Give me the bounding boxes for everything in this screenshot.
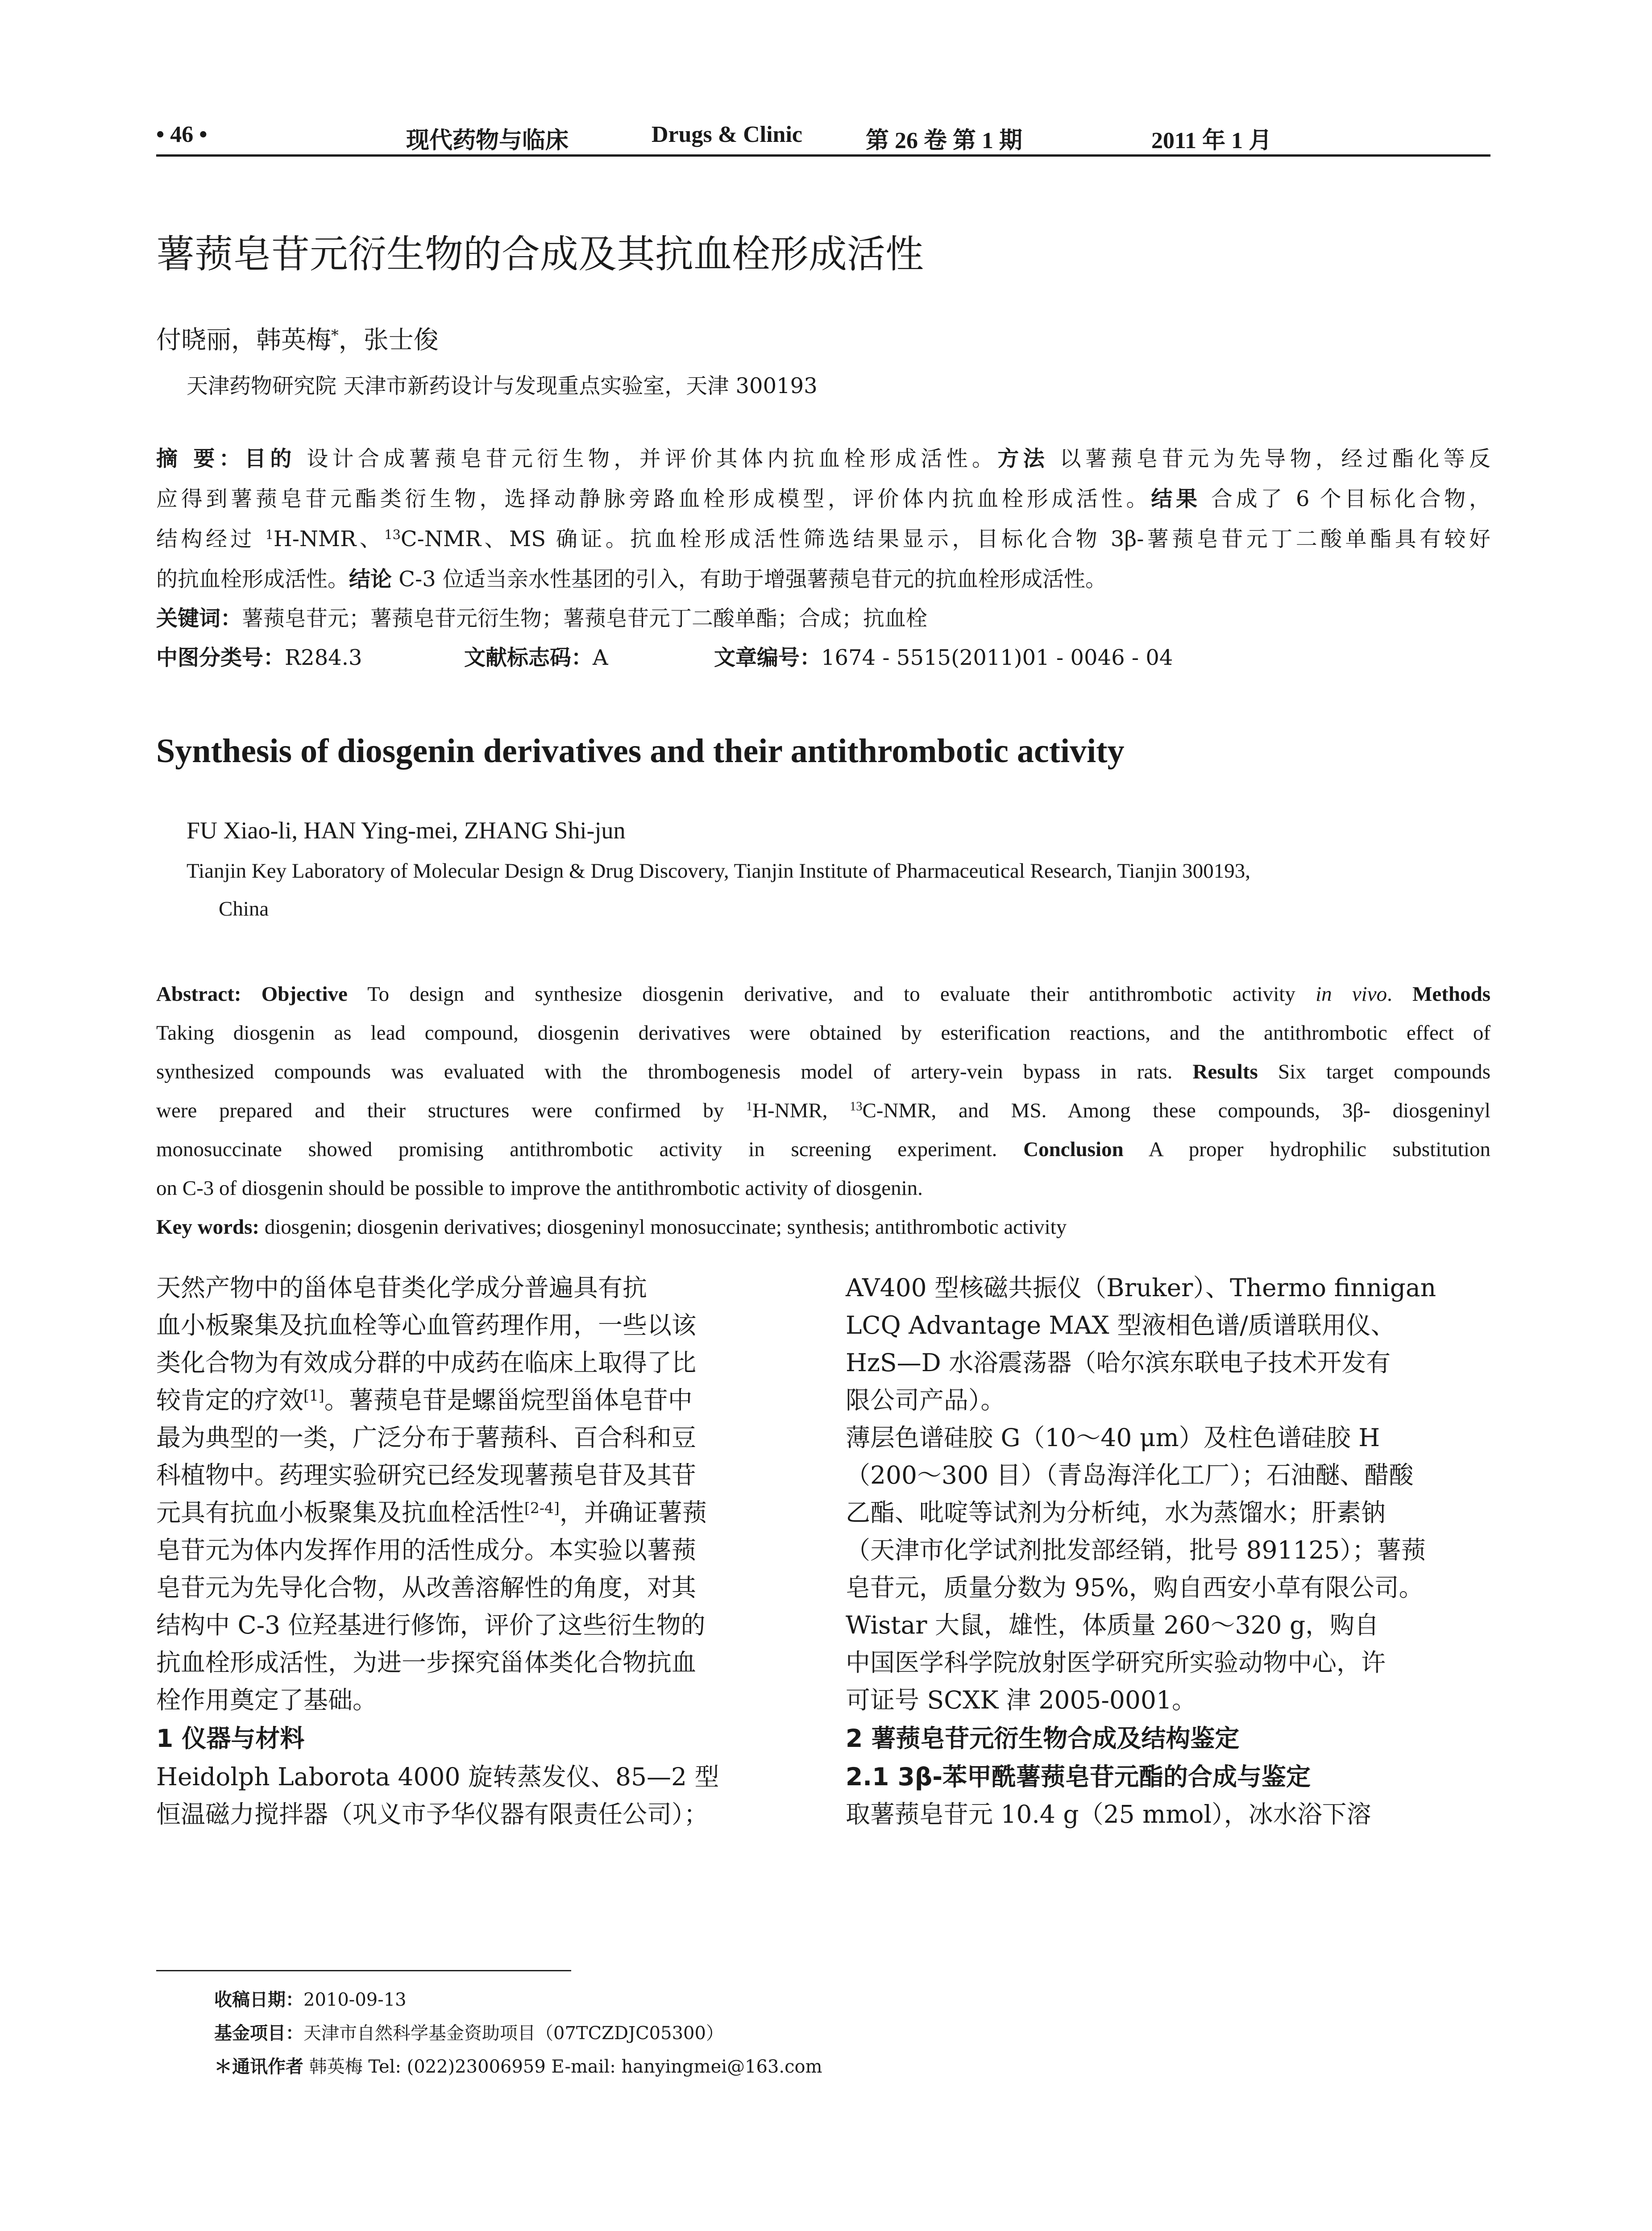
- citation: [2-4]: [524, 1499, 560, 1517]
- keywords-cn: 关键词：薯蓣皂苷元；薯蓣皂苷元衍生物；薯蓣皂苷元丁二酸单酯；合成；抗血栓: [156, 606, 928, 631]
- header-rule: [156, 154, 1490, 157]
- abstract-en-line: on C-3 of diosgenin should be possible to improve the antithrombotic activity of diosgenin.: [156, 1177, 923, 1200]
- footnote-corresponding: ＊通讯作者 韩英梅 Tel: (022)23006959 E-mail: hanyingmei@163.com: [214, 2057, 822, 2077]
- body-line: 结构中 C-3 位羟基进行修饰，评价了这些衍生物的: [156, 1611, 706, 1639]
- abstract-en-line: Taking diosgenin as lead compound, diosgenin derivatives were obtained by esterification reactions, and the antithrombotic effect of: [156, 1021, 1490, 1045]
- abstract-cn-line: 摘 要：目的 设计合成薯蓣皂苷元衍生物，并评价其体内抗血栓形成活性。方法 以薯蓣皂苷元为先导物，经过酯化等反: [156, 446, 1490, 471]
- paper-title-en: Synthesis of diosgenin derivatives and their antithrombotic activity: [156, 732, 1125, 770]
- affiliation-en-cont: China: [219, 897, 269, 921]
- journal-name-en: Drugs & Clinic: [652, 122, 802, 147]
- authors-cn: 付晓丽，韩英梅*，张士俊: [156, 326, 439, 355]
- footnote-received: 收稿日期：2010-09-13: [214, 1990, 407, 2010]
- abstract-en-line: were prepared and their structures were confirmed by $^1$H-NMR, $^{13}$C-NMR, and MS. Among these compounds, 3β- diosgeninyl: [156, 1099, 1490, 1122]
- corresponding-mark: *: [331, 326, 339, 344]
- body-line: 皂苷元为先导化合物，从改善溶解性的角度，对其: [156, 1573, 697, 1602]
- abstract-en-line: synthesized compounds was evaluated with the thrombogenesis model of artery-vein bypass in rats. Results Six target compounds: [156, 1060, 1490, 1083]
- journal-name-cn: 现代药物与临床: [406, 127, 569, 154]
- body-line: 恒温磁力搅拌器（巩义市予华仪器有限责任公司）；: [156, 1800, 709, 1829]
- issue-date: 2011 年 1 月: [1151, 128, 1272, 153]
- body-line: （200～300 目）（青岛海洋化工厂）；石油醚、醋酸: [846, 1461, 1414, 1489]
- body-line: 类化合物为有效成分群的中成药在临床上取得了比: [156, 1348, 697, 1377]
- body-line: 血小板聚集及抗血栓等心血管药理作用，一些以该: [156, 1311, 697, 1339]
- issue-info: 第 26 卷 第 1 期: [866, 128, 1023, 153]
- body-line: 最为典型的一类，广泛分布于薯蓣科、百合科和豆: [156, 1423, 697, 1452]
- abstract-cn-line: 的抗血栓形成活性。结论 C-3 位适当亲水性基团的引入，有助于增强薯蓣皂苷元的抗血栓形成活性。: [156, 567, 1107, 592]
- body-line: 栓作用奠定了基础。: [156, 1686, 378, 1714]
- body-line: 取薯蓣皂苷元 10.4 g（25 mmol），冰水浴下溶: [846, 1800, 1371, 1829]
- body-line: 皂苷元，质量分数为 95%，购自西安小草有限公司。: [846, 1573, 1424, 1602]
- footnote-rule: [156, 1970, 571, 1971]
- authors-en: FU Xiao-li, HAN Ying-mei, ZHANG Shi-jun: [187, 817, 626, 844]
- body-line: 可证号 SCXK 津 2005-0001。: [846, 1686, 1196, 1714]
- abstract-en-line: monosuccinate showed promising antithrombotic activity in screening experiment. Conclusion A proper hydrophilic substitution: [156, 1138, 1491, 1161]
- abstract-cn-line: 结构经过 $^1$H-NMR、$^{13}$C-NMR、MS 确证。抗血栓形成活性筛选结果显示，目标化合物 3β-薯蓣皂苷元丁二酸单酯具有较好: [156, 527, 1490, 552]
- body-line: 限公司产品）。: [846, 1386, 1005, 1414]
- body-line: 天然产物中的甾体皂苷类化学成分普遍具有抗: [156, 1273, 648, 1302]
- footnote-fund: 基金项目：天津市自然科学基金资助项目（07TCZDJC05300）: [214, 2023, 724, 2044]
- abstract-cn-line: 应得到薯蓣皂苷元酯类衍生物，选择动静脉旁路血栓形成模型，评价体内抗血栓形成活性。结果 合成了 6 个目标化合物，: [156, 486, 1490, 511]
- abstract-en-line: Abstract: Objective To design and synthesize diosgenin derivative, and to evaluate their antithrombotic activity in vivo. Methods: [156, 983, 1491, 1006]
- affiliation-en: Tianjin Key Laboratory of Molecular Design & Drug Discovery, Tianjin Institute of Pharmaceutical Research, Tianjin 300193,: [187, 859, 1250, 883]
- body-line: 薄层色谱硅胶 G（10～40 μm）及柱色谱硅胶 H: [846, 1423, 1380, 1452]
- keywords-en: Key words: diosgenin; diosgenin derivatives; diosgeninyl monosuccinate; synthesis; antithrombotic activity: [156, 1215, 1067, 1239]
- paper-title-cn: 薯蓣皂苷元衍生物的合成及其抗血栓形成活性: [156, 232, 924, 277]
- body-line: 皂苷元为体内发挥作用的活性成分。本实验以薯蓣: [156, 1536, 697, 1564]
- body-line: LCQ Advantage MAX 型液相色谱/质谱联用仪、: [846, 1311, 1395, 1339]
- running-header: [156, 121, 1490, 153]
- body-line: AV400 型核磁共振仪（Bruker）、Thermo finnigan: [846, 1273, 1436, 1302]
- page-number: • 46 •: [156, 122, 208, 147]
- body-line: Wistar 大鼠，雄性，体质量 260～320 g，购自: [846, 1611, 1379, 1639]
- body-line: 科植物中。药理实验研究已经发现薯蓣皂苷及其苷: [156, 1461, 697, 1489]
- section-heading-2: 2 薯蓣皂苷元衍生物合成及结构鉴定: [846, 1724, 1240, 1753]
- body-line: 较肯定的疗效[1]。薯蓣皂苷是螺甾烷型甾体皂苷中: [156, 1386, 693, 1414]
- section-heading-2-1: 2.1 3β-苯甲酰薯蓣皂苷元酯的合成与鉴定: [846, 1762, 1311, 1791]
- body-line: HzS—D 水浴震荡器（哈尔滨东联电子技术开发有: [846, 1348, 1391, 1377]
- affiliation-cn: 天津药物研究院 天津市新药设计与发现重点实验室，天津 300193: [187, 373, 818, 398]
- body-line: 乙酯、吡啶等试剂为分析纯，水为蒸馏水；肝素钠: [846, 1498, 1386, 1527]
- body-line: （天津市化学试剂批发部经销，批号 891125）；薯蓣: [846, 1536, 1426, 1564]
- body-line: 中国医学科学院放射医学研究所实验动物中心，许: [846, 1648, 1386, 1677]
- body-line: Heidolph Laborota 4000 旋转蒸发仪、85—2 型: [156, 1762, 719, 1791]
- section-heading-1: 1 仪器与材料: [156, 1724, 305, 1753]
- body-line: 抗血栓形成活性，为进一步探究甾体类化合物抗血: [156, 1648, 697, 1677]
- citation: [1]: [303, 1386, 324, 1404]
- body-line: 元具有抗血小板聚集及抗血栓活性[2-4]，并确证薯蓣: [156, 1498, 707, 1527]
